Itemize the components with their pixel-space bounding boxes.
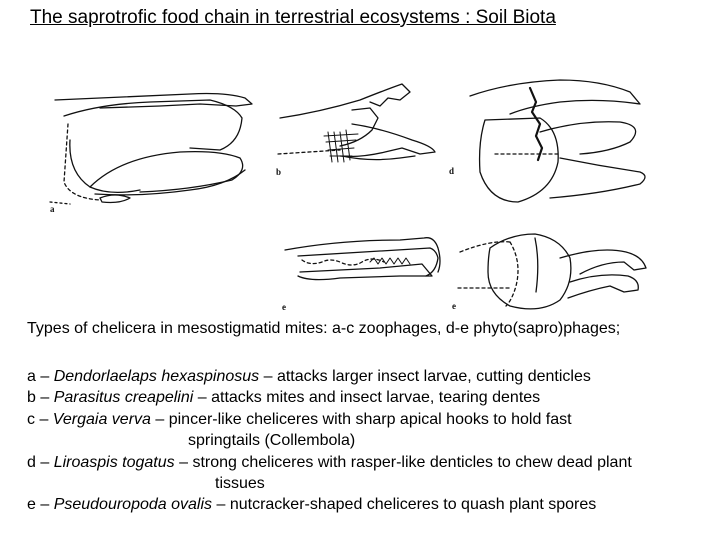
chelicera-e-drawing (458, 234, 646, 309)
chelicera-c-drawing (285, 238, 440, 280)
panel-label-e-left: e (282, 302, 286, 312)
legend-letter: e – (27, 496, 54, 514)
chelicera-a-drawing (50, 94, 252, 205)
panel-label-b: b (276, 167, 282, 177)
species-name: Pseudouropoda ovalis (53, 496, 213, 514)
species-description: – strong cheliceres with rasper-like denticles to chew dead plant (174, 453, 632, 471)
page-title: The saprotrofic food chain in terrestrial ecosystems : Soil Biota (30, 7, 556, 28)
legend-item-a (27, 366, 632, 387)
legend-letter: d – (27, 453, 54, 471)
legend-item-e (27, 494, 632, 515)
species-name: Parasitus creapelini (53, 389, 194, 407)
panel-label-a: a (50, 204, 55, 214)
chelicera-d-drawing (470, 80, 645, 202)
chelicera-b-drawing (278, 84, 435, 162)
legend-item-b (27, 387, 632, 408)
species-name: Liroaspis togatus (53, 453, 175, 471)
legend-letter: b – (27, 389, 54, 407)
species-description: – pincer-like cheliceres with sharp apical hooks to hold fast (150, 410, 572, 428)
panel-label-e-right: e (452, 301, 456, 311)
legend-letter: a – (27, 368, 54, 385)
legend-letter: c – (27, 410, 53, 428)
chelicera-illustration (40, 62, 700, 317)
species-name: Vergaia verva (52, 410, 151, 428)
legend-item-d-continuation: tissues (215, 475, 265, 493)
panel-label-d: d (449, 166, 455, 176)
species-name: Dendorlaelaps hexaspinosus (53, 368, 260, 385)
figure-caption: Types of chelicera in mesostigmatid mites: a-c zoophages, d-e phyto(sapro)phages; (27, 320, 621, 337)
legend-item-c-continuation: springtails (Collembola) (188, 432, 356, 450)
species-legend (27, 366, 632, 516)
chelicera-drawings (40, 62, 700, 317)
species-description: – attacks mites and insect larvae, tearing dentes (193, 389, 541, 407)
legend-item-d (27, 452, 632, 473)
species-description: – nutcracker-shaped cheliceres to quash plant spores (212, 496, 597, 514)
species-description: – attacks larger insect larvae, cutting denticles (259, 368, 591, 385)
legend-item-c (27, 409, 632, 430)
